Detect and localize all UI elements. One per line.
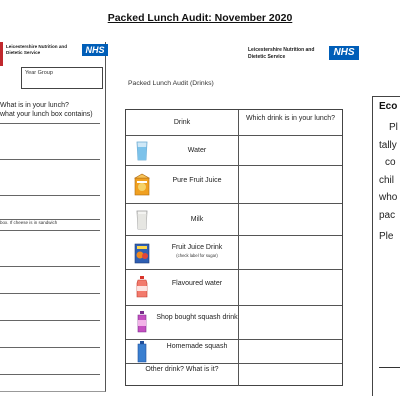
juice-drink-carton-icon: [131, 241, 153, 265]
drink-label-homemade-squash: Homemade squash: [166, 343, 228, 350]
table-row-flavoured-water: [126, 270, 342, 306]
table-row-other-drink: [126, 364, 342, 386]
left-audit-sheet: [0, 42, 106, 392]
eco-line: Pl: [389, 122, 398, 133]
table-row: [0, 160, 100, 196]
left-sheet-header: Leicestershire Nutrition and Dietetic Service: [6, 44, 68, 55]
table-row: [0, 321, 100, 348]
eco-line: pac: [379, 209, 396, 221]
juice-carton-icon: [131, 173, 153, 197]
squash-bottle-icon: [131, 310, 153, 334]
table-row: [0, 231, 100, 267]
table-row-water: [126, 136, 342, 166]
table-row: [0, 124, 100, 160]
eco-line: Ple: [379, 231, 394, 242]
eco-line: who: [379, 192, 398, 203]
eco-line: tally: [379, 139, 397, 151]
drink-label-flavoured-water: Flavoured water: [171, 280, 223, 287]
eco-line: chil: [379, 174, 395, 186]
table-header-row: [126, 110, 342, 136]
year-group-label: Year Group: [25, 70, 53, 76]
left-question-row: [0, 102, 100, 124]
lunch-question: What is in your lunch?: [0, 102, 69, 109]
drink-bottle-icon: [131, 340, 153, 364]
table-row: [0, 196, 100, 220]
nhs-logo: NHS: [82, 44, 108, 56]
eco-line: co: [385, 157, 396, 168]
year-group-field[interactable]: [21, 67, 103, 89]
drinks-table: [125, 109, 343, 386]
table-row: [0, 267, 100, 294]
drink-label-pure-fruit-juice: Pure Fruit Juice: [172, 177, 222, 184]
drink-label-milk: Milk: [190, 216, 204, 223]
drink-label-shop-squash: Shop bought squash drink: [156, 314, 238, 321]
column-header-which-drink: Which drink is in your lunch?: [245, 115, 336, 122]
sugar-check-note: (check label for sugar): [176, 252, 218, 258]
flavoured-water-bottle-icon: [131, 275, 153, 299]
table-row: [0, 294, 100, 321]
right-eco-sheet: [372, 96, 400, 396]
lunch-question-detail: what your lunch box contains): [0, 110, 93, 118]
table-row-shop-squash: [126, 306, 342, 340]
table-row-pure-fruit-juice: [126, 166, 342, 204]
nhs-logo: NHS: [329, 46, 359, 60]
table-row-milk: [126, 204, 342, 236]
table-row-fruit-juice-drink: [126, 236, 342, 270]
drink-label-fruit-juice-drink: [156, 244, 238, 258]
audit-subtitle: Packed Lunch Audit (Drinks): [128, 80, 214, 87]
milk-glass-icon: [131, 208, 153, 232]
eco-title: Eco: [379, 101, 398, 112]
water-glass-icon: [131, 139, 153, 163]
cheese-note: box. If cheese is in sandwich: [0, 220, 58, 225]
table-row-homemade-squash: [126, 340, 342, 364]
eco-body: [379, 119, 400, 246]
table-row: [0, 348, 100, 375]
left-note-row: [0, 220, 100, 231]
center-sheet-header: Leicestershire Nutrition and Dietetic Service: [248, 47, 315, 60]
divider: [379, 367, 400, 368]
page-title: Packed Lunch Audit: November 2020: [107, 12, 293, 24]
drink-name: Fruit Juice Drink: [171, 244, 223, 251]
drink-label-water: Water: [187, 147, 207, 154]
left-lunch-table: [0, 102, 100, 375]
drink-label-other: Other drink? What is it?: [145, 366, 219, 373]
red-brand-bar: [0, 42, 3, 66]
column-header-drink: Drink: [173, 119, 191, 126]
